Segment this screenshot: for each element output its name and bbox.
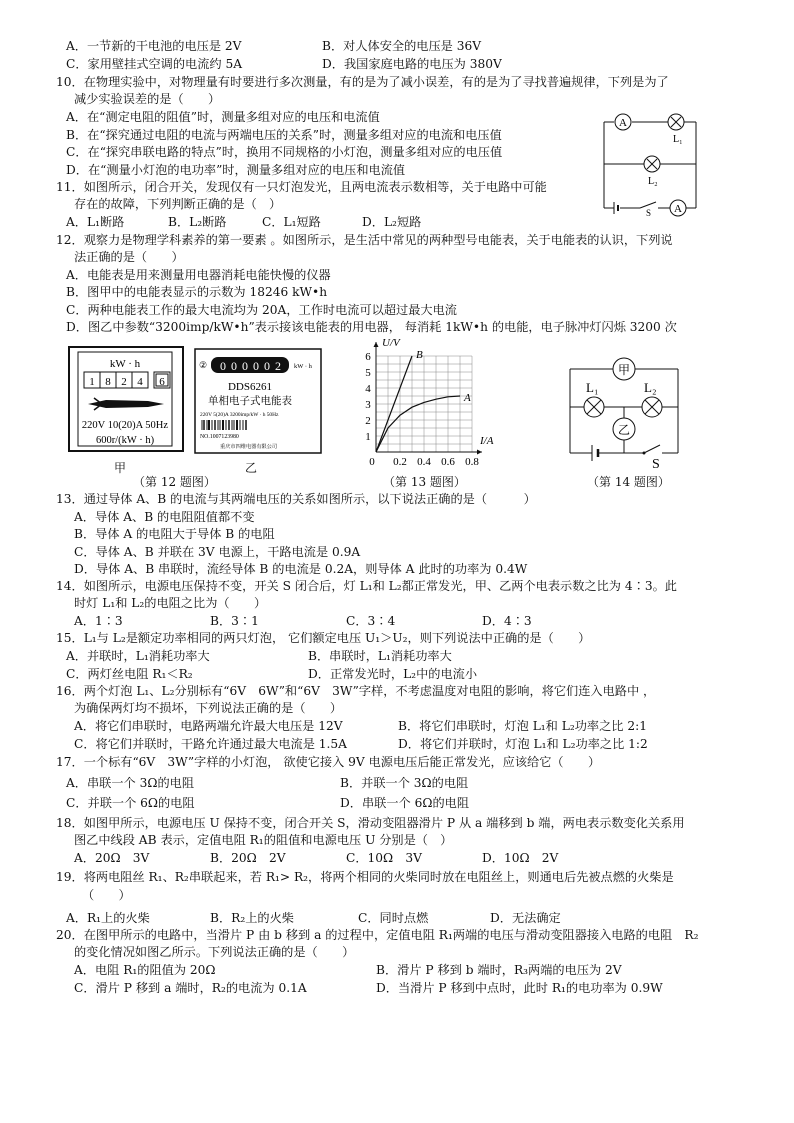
q12-jia-unit: kW · h bbox=[109, 358, 141, 370]
q14-meter1-label: 甲 bbox=[617, 363, 631, 377]
q14-figure-caption: （第 14 题图） bbox=[587, 475, 670, 489]
y-tick-label: 5 bbox=[365, 367, 371, 379]
q17-option-d: D．串联一个 6Ω的电阻 bbox=[340, 796, 470, 810]
q14-lamp2-label: L₂ bbox=[644, 380, 657, 395]
q10-option-d: D．在“测量小灯泡的电功率”时，测量多组对应的电压和电流值 bbox=[66, 163, 406, 177]
q17-option-b: B．并联一个 3Ω的电阻 bbox=[340, 776, 469, 790]
q9-option-c: C．家用壁挂式空调的电流约 5A bbox=[66, 57, 243, 71]
q16-option-b: B．将它们串联时，灯泡 L₁和 L₂功率之比 2:1 bbox=[398, 719, 647, 733]
q13-ui-chart bbox=[360, 328, 492, 470]
q19-option-b: B．R₂上的火柴 bbox=[210, 911, 294, 925]
q12-jia-digit: 6 bbox=[159, 376, 165, 388]
q14-lamp1-label: L₁ bbox=[586, 380, 599, 395]
q12-jia-digit: 4 bbox=[137, 376, 143, 388]
q12-yi-name: 单相电子式电能表 bbox=[208, 396, 292, 407]
q19-stem: 19．将两电阻丝 R₁、R₂串联起来，若 R₁> R₂，将两个相同的火柴同时放在电阻丝上，则通电后先被点燃的火柴是 bbox=[56, 870, 674, 884]
q12-option-a: A．电能表是用来测量用电器消耗电能快慢的仪器 bbox=[66, 268, 331, 282]
q16-option-a: A．将它们串联时，电路两端允许最大电压是 12V bbox=[74, 719, 343, 733]
q9-option-d: D．我国家庭电路的电压为 380V bbox=[322, 57, 502, 71]
q11-ammeter2-label: A bbox=[674, 203, 682, 215]
q15-stem: 15．L₁与 L₂是额定功率相同的两只灯泡， 它们额定电压 U₁＞U₂，则下列说法中正确的是（ ） bbox=[56, 631, 591, 645]
q14-stem-cont: 时灯 L₁和 L₂的电阻之比为（ ） bbox=[74, 596, 267, 610]
q10-option-b: B．在“探究通过电阻的电流与两端电压的关系”时，测量多组对应的电流和电压值 bbox=[66, 128, 502, 142]
q12-jia-rotor-icon bbox=[88, 398, 164, 410]
q13-option-b: B．导体 A 的电阻大于导体 B 的电阻 bbox=[74, 527, 275, 541]
y-tick-label: 3 bbox=[365, 399, 371, 411]
q12-jia-digit: 1 bbox=[89, 376, 95, 388]
origin-label: 0 bbox=[369, 456, 375, 468]
q12-option-b: B．图甲中的电能表显示的示数为 18246 kW•h bbox=[66, 285, 328, 299]
x-axis-arrow-icon bbox=[477, 450, 482, 455]
q14-stem: 14．如图所示，电源电压保持不变，开关 S 闭合后，灯 L₁和 L₂都正常发光，甲、乙两个电表示数之比为 4∶3。此 bbox=[56, 579, 677, 593]
q12-jia-digit: 8 bbox=[105, 376, 111, 388]
y-tick-label: 1 bbox=[365, 431, 371, 443]
q12-yi-rating: 220V 5(20)A 3200imp/kW · h 50Hz bbox=[200, 412, 279, 418]
q13-option-d: D．导体 A、B 串联时，流经导体 B 的电流是 0.2A，则导体 A 此时的功率为 0.4W bbox=[74, 562, 528, 576]
q14-option-b: B．3∶1 bbox=[210, 614, 259, 628]
q12-jia-digit: 2 bbox=[121, 376, 127, 388]
q15-option-a: A．并联时，L₁消耗功率大 bbox=[66, 649, 210, 663]
q11-option-b: B．L₂断路 bbox=[168, 215, 227, 229]
q11-lamp1-label: L₁ bbox=[673, 134, 683, 145]
q14-meter2-label: 乙 bbox=[617, 423, 631, 437]
q16-option-d: D．将它们并联时，灯泡 L₁和 L₂功率之比 1:2 bbox=[398, 737, 648, 751]
q11-option-a: A．L₁断路 bbox=[66, 215, 125, 229]
q18-option-a: A．20Ω 3V bbox=[74, 851, 150, 865]
q13-stem: 13．通过导体 A、B 的电流与其两端电压的关系如图所示，以下说法正确的是（ ） bbox=[56, 492, 536, 506]
x-tick-label: 0.8 bbox=[465, 456, 479, 468]
q17-stem: 17．一个标有“6V 3W”字样的小灯泡， 欲使它接入 9V 电源电压后能正常发光，应该给它（ ） bbox=[56, 755, 601, 769]
q16-option-c: C．将它们并联时，干路允许通过最大电流是 1.5A bbox=[74, 737, 347, 751]
q19-option-a: A．R₁上的火柴 bbox=[66, 911, 150, 925]
q12-figure-caption: （第 12 题图） bbox=[133, 475, 216, 489]
q11-circuit-figure bbox=[600, 112, 700, 218]
q12-yi-mark: ② bbox=[199, 360, 208, 370]
q11-lamp2-label: L₂ bbox=[648, 176, 658, 187]
q12-yi-digit: 0 bbox=[231, 359, 237, 373]
y-tick-label: 2 bbox=[365, 415, 371, 427]
q20-option-c: C．滑片 P 移到 a 端时，R₂的电流为 0.1A bbox=[74, 981, 307, 995]
series-label-A: A bbox=[464, 392, 471, 404]
q13-option-c: C．导体 A、B 并联在 3V 电源上，干路电流是 0.9A bbox=[74, 545, 361, 559]
q12-jia-constant: 600r/(kW · h) bbox=[95, 435, 155, 446]
q12-yi-model: DDS6261 bbox=[227, 381, 273, 393]
q12-yi-maker: 重庆市四维电器有限公司 bbox=[220, 444, 278, 450]
x-tick-label: 0.6 bbox=[441, 456, 455, 468]
q14-switch-label: S bbox=[652, 457, 660, 472]
q12-yi-digit: 0 bbox=[253, 359, 259, 373]
q12-jia-rating: 220V 10(20)A 50Hz bbox=[81, 420, 169, 431]
q12-yi-digit: 2 bbox=[275, 359, 281, 373]
q11-stem: 11．如图所示，闭合开关，发现仅有一只灯泡发光，且两电流表示数相等，关于电路中可能 bbox=[56, 180, 547, 194]
q11-ammeter1-label: A bbox=[619, 117, 627, 129]
q12-option-c: C．两种电能表工作的最大电流均为 20A，工作时电流可以超过最大电流 bbox=[66, 303, 457, 317]
q16-stem: 16．两个灯泡 L₁、L₂分别标有“6V 6W”和“6V 3W”字样，不考虑温度对电阻的影响，将它们连入电路中 ， bbox=[56, 684, 656, 698]
q19-option-d: D．无法确定 bbox=[490, 911, 561, 925]
q10-stem-cont: 减少实验误差的是（ ） bbox=[74, 92, 221, 106]
q18-option-c: C．10Ω 3V bbox=[346, 851, 422, 865]
y-axis-label: U/V bbox=[382, 337, 400, 349]
y-axis-arrow-icon bbox=[374, 342, 379, 347]
q20-option-d: D．当滑片 P 移到中点时，此时 R₁的电功率为 0.9W bbox=[376, 981, 663, 995]
q13-figure-caption: （第 13 题图） bbox=[383, 475, 466, 489]
q12-meter-jia bbox=[68, 346, 184, 454]
q19-stem-cont: （ ） bbox=[82, 888, 131, 902]
series-label-B: B bbox=[416, 349, 423, 361]
x-axis-label: I/A bbox=[480, 435, 494, 447]
q17-option-a: A．串联一个 3Ω的电阻 bbox=[66, 776, 195, 790]
q16-stem-cont: 为确保两灯均不损坏，下列说法正确的是（ ） bbox=[74, 701, 343, 715]
q12-yi-unit: kW · h bbox=[294, 363, 312, 370]
q15-option-b: B．串联时，L₁消耗功率大 bbox=[308, 649, 452, 663]
q9-option-a: A．一节新的干电池的电压是 2V bbox=[66, 39, 242, 53]
q10-stem: 10．在物理实验中，对物理量有时要进行多次测量，有的是为了减小误差，有的是为了寻找普遍规律，下列是为了 bbox=[56, 75, 669, 89]
q12-option-d: D．图乙中参数“3200imp/kW•h”表示接该电能表的用电器， 每消耗 1kW•h 的电能，电子脉冲灯闪烁 3200 次 bbox=[66, 320, 677, 334]
q12-meter-yi bbox=[194, 348, 322, 454]
q13-option-a: A．导体 A、B 的电阻阻值都不变 bbox=[74, 510, 255, 524]
q14-circuit-figure bbox=[564, 353, 684, 471]
q18-stem: 18．如图甲所示，电源电压 U 保持不变，闭合开关 S，滑动变阻器滑片 P 从 a 端移到 b 端，两电表示数变化关系用 bbox=[56, 816, 685, 830]
q12-stem: 12．观察力是物理学科素养的第一要素 。如图所示，是生活中常见的两种型号电能表，关于电能表的认识，下列说 bbox=[56, 233, 673, 247]
q19-option-c: C．同时点燃 bbox=[358, 911, 429, 925]
q20-option-b: B．滑片 P 移到 b 端时，R₃两端的电压为 2V bbox=[376, 963, 622, 977]
x-tick-label: 0.4 bbox=[417, 456, 431, 468]
q11-stem-cont: 存在的故障，下列判断正确的是（ ） bbox=[74, 197, 282, 211]
q11-option-c: C．L₁短路 bbox=[262, 215, 321, 229]
q20-option-a: A．电阻 R₁的阻值为 20Ω bbox=[74, 963, 216, 977]
q12-yi-digit: 0 bbox=[242, 359, 248, 373]
q12-jia-label: 甲 bbox=[114, 461, 127, 475]
q20-stem-cont: 的变化情况如图乙所示。下列说法正确的是（ ） bbox=[74, 945, 355, 959]
q15-option-c: C．两灯丝电阻 R₁＜R₂ bbox=[66, 667, 193, 681]
q14-option-d: D．4∶3 bbox=[482, 614, 532, 628]
q12-yi-serial: NO.1007123980 bbox=[200, 434, 239, 440]
q18-option-b: B．20Ω 2V bbox=[210, 851, 286, 865]
q9-option-b: B．对人体安全的电压是 36V bbox=[322, 39, 482, 53]
q15-option-d: D．正常发光时，L₂中的电流小 bbox=[308, 667, 478, 681]
q10-option-a: A．在“测定电阻的阻值”时，测量多组对应的电压和电流值 bbox=[66, 110, 380, 124]
x-tick-label: 0.2 bbox=[393, 456, 407, 468]
q12-yi-digit: 0 bbox=[264, 359, 270, 373]
y-tick-label: 6 bbox=[365, 351, 371, 363]
q12-yi-digit: 0 bbox=[220, 359, 226, 373]
q11-option-d: D．L₂短路 bbox=[362, 215, 422, 229]
q18-stem-cont: 图乙中线段 AB 表示，定值电阻 R₁的阻值和电源电压 U 分别是（ ） bbox=[74, 833, 453, 847]
q10-option-c: C．在“探究串联电路的特点”时，换用不同规格的小灯泡，测量多组对应的电压值 bbox=[66, 145, 503, 159]
q14-option-c: C．3∶4 bbox=[346, 614, 396, 628]
q18-option-d: D．10Ω 2V bbox=[482, 851, 559, 865]
q17-option-c: C．并联一个 6Ω的电阻 bbox=[66, 796, 195, 810]
q14-option-a: A．1∶3 bbox=[74, 614, 123, 628]
y-tick-label: 4 bbox=[365, 383, 371, 395]
q11-switch-label: S bbox=[646, 208, 652, 218]
q12-yi-barcode-icon bbox=[202, 420, 246, 430]
series-line-A bbox=[376, 396, 460, 452]
q20-stem: 20．在图甲所示的电路中，当滑片 P 由 b 移到 a 的过程中，定值电阻 R₁两端的电压与滑动变阻器接入电路的电阻 R₂ bbox=[56, 928, 699, 942]
q12-stem-cont: 法正确的是（ ） bbox=[74, 250, 184, 264]
q12-yi-label: 乙 bbox=[245, 461, 258, 475]
